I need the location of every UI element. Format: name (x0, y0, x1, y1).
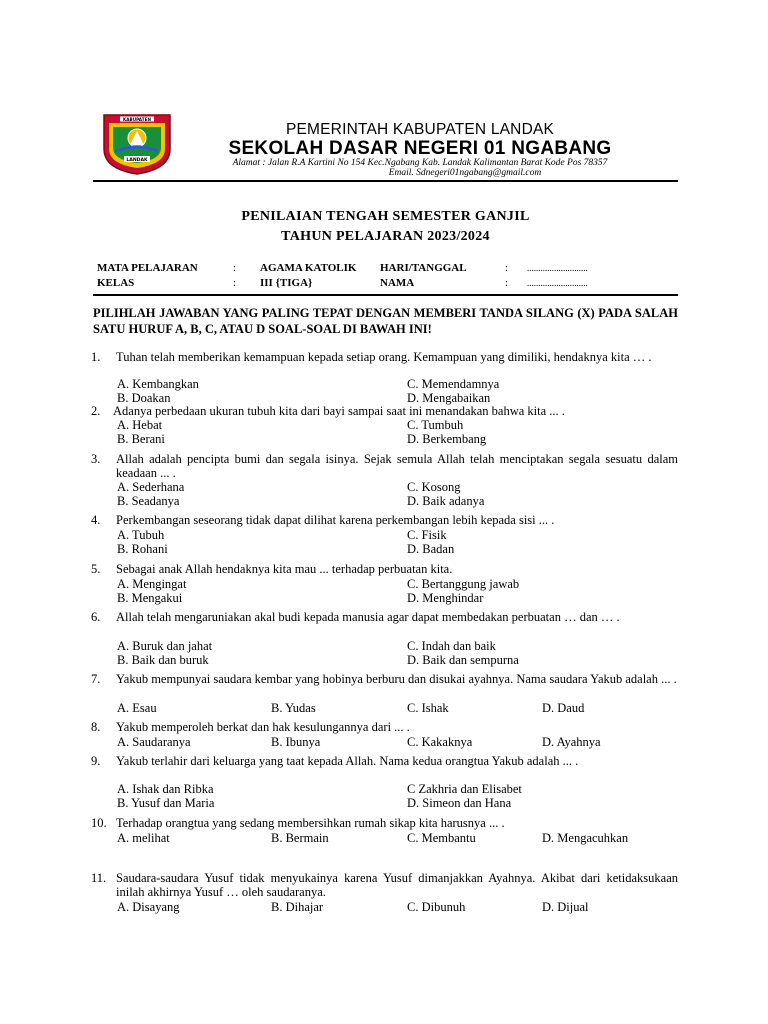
subject-colon: : (233, 262, 237, 274)
question-number: 4. (91, 513, 101, 527)
answer-option[interactable]: A. Disayang (117, 900, 180, 914)
day-value: ........................... (527, 263, 588, 273)
answer-option[interactable]: A. Esau (117, 701, 157, 715)
question-text: Sebagai anak Allah hendaknya kita mau ... terhadap perbuatan kita. (116, 562, 453, 576)
question-number: 6. (91, 610, 101, 624)
instructions: PILIHLAH JAWABAN YANG PALING TEPAT DENGAN MEMBERI TANDA SILANG (X) PADA SALAH SATU HURUF A, B, C, ATAU D SOAL-SOAL DI BAWAH INI! (93, 306, 678, 336)
identity-divider (93, 294, 678, 296)
answer-option[interactable]: B. Yusuf dan Maria (117, 796, 215, 810)
address-line: Alamat : Jalan R.A Kartini No 154 Kec.Ngabang Kab. Landak Kalimantan Barat Kode Pos 78357 (232, 158, 608, 168)
answer-option[interactable]: C. Memendamnya (407, 377, 500, 391)
question-text: Saudara-saudara Yusuf tidak menyukainya karena Yusuf dimanjakkan Ayahnya. Akibat dari ketidaksukaan inilah akhirnya Yusuf … oleh saudaranya. (116, 871, 678, 899)
question-9 (93, 755, 678, 769)
answer-option[interactable]: B. Bermain (271, 831, 329, 845)
question-number: 2. (91, 404, 101, 418)
answer-option[interactable]: D. Simeon dan Hana (407, 796, 512, 810)
question-text: Terhadap orangtua yang sedang membersihkan rumah sikap kita harusnya ... . (116, 816, 505, 830)
name-label: NAMA (380, 277, 415, 289)
emblem-top-text: KABUPATEN (123, 116, 151, 122)
question-8 (93, 721, 678, 735)
subject-value: AGAMA KATOLIK (260, 262, 357, 274)
question-number: 7. (91, 672, 101, 686)
answer-option[interactable]: D. Badan (407, 542, 455, 556)
emblem-bottom-text: LANDAK (126, 157, 148, 163)
answer-option[interactable]: A. Tubuh (117, 528, 165, 542)
answer-option[interactable]: C. Membantu (407, 831, 476, 845)
answer-option[interactable]: D. Ayahnya (542, 735, 601, 749)
question-number: 5. (91, 562, 101, 576)
question-7 (93, 673, 678, 687)
question-number: 9. (91, 754, 101, 768)
answer-option[interactable]: A. Kembangkan (117, 377, 199, 391)
answer-option[interactable]: D. Dijual (542, 900, 589, 914)
question-2 (93, 405, 678, 419)
question-text: Yakub mempunyai saudara kembar yang hobinya berburu dan disukai ayahnya. Nama saudara Yakub adalah ... . (116, 672, 677, 686)
answer-option[interactable]: B. Mengakui (117, 591, 183, 605)
answer-option[interactable]: A. melihat (117, 831, 170, 845)
question-text: Tuhan telah memberikan kemampuan kepada setiap orang. Kemampuan yang dimiliki, hendaknya kita … . (116, 350, 652, 364)
answer-option[interactable]: A. Sederhana (117, 480, 185, 494)
answer-option[interactable]: C. Kosong (407, 480, 461, 494)
answer-option[interactable]: C. Kakaknya (407, 735, 473, 749)
answer-option[interactable]: C. Fisik (407, 528, 447, 542)
email-line: Email. Sdnegeri01ngabang@gmail.com (388, 168, 542, 178)
answer-option[interactable]: B. Baik dan buruk (117, 653, 209, 667)
answer-option[interactable]: B. Rohani (117, 542, 168, 556)
subject-label: MATA PELAJARAN (97, 262, 198, 274)
question-4 (93, 514, 678, 528)
question-text: Perkembangan seseorang tidak dapat dilihat karena perkembangan lebih kepada sisi ... . (116, 513, 555, 527)
day-colon: : (505, 262, 509, 274)
question-number: 8. (91, 720, 101, 734)
answer-option[interactable]: D. Mengabaikan (407, 391, 491, 405)
question-10 (93, 817, 678, 831)
answer-option[interactable]: B. Berani (117, 432, 165, 446)
exam-title-line2: TAHUN PELAJARAN 2023/2024 (281, 229, 490, 244)
answer-option[interactable]: C. Ishak (407, 701, 449, 715)
question-text: Adanya perbedaan ukuran tubuh kita dari bayi sampai saat ini menandakan bahwa kita ... . (113, 404, 565, 418)
question-text: Allah telah mengaruniakan akal budi kepada manusia agar dapat membedakan perbuatan … dan … . (116, 610, 620, 624)
letterhead-divider (93, 180, 678, 182)
question-1 (93, 351, 678, 365)
class-label: KELAS (97, 277, 135, 289)
exam-title-line1: PENILAIAN TENGAH SEMESTER GANJIL (241, 209, 530, 224)
answer-option[interactable]: D. Menghindar (407, 591, 484, 605)
government-name: PEMERINTAH KABUPATEN LANDAK (285, 121, 555, 138)
question-text: Yakub terlahir dari keluarga yang taat kepada Allah. Nama kedua orangtua Yakub adalah ... . (116, 754, 579, 768)
name-colon: : (505, 277, 509, 289)
question-text: Allah adalah pencipta bumi dan segala isinya. Sejak semula Allah telah menciptakan segala sesuatu dalam keadaan ... . (116, 452, 678, 480)
school-name: SEKOLAH DASAR NEGERI 01 NGABANG (228, 138, 612, 159)
answer-option[interactable]: D. Daud (542, 701, 585, 715)
answer-option[interactable]: D. Berkembang (407, 432, 487, 446)
question-number: 11. (91, 871, 107, 885)
question-number: 3. (91, 452, 101, 466)
answer-option[interactable]: D. Baik adanya (407, 494, 485, 508)
answer-option[interactable]: A. Saudaranya (117, 735, 191, 749)
answer-option[interactable]: D. Mengacuhkan (542, 831, 629, 845)
question-5 (93, 563, 678, 577)
question-number: 10. (91, 816, 107, 830)
answer-option[interactable]: C. Indah dan baik (407, 639, 496, 653)
answer-option[interactable]: D. Baik dan sempurna (407, 653, 519, 667)
question-11 (93, 872, 678, 900)
answer-option[interactable]: A. Ishak dan Ribka (117, 782, 214, 796)
answer-option[interactable]: B. Doakan (117, 391, 171, 405)
question-3 (93, 453, 678, 481)
name-value: ........................... (527, 278, 588, 288)
answer-option[interactable]: C. Tumbuh (407, 418, 464, 432)
answer-option[interactable]: A. Mengingat (117, 577, 187, 591)
answer-option[interactable]: B. Seadanya (117, 494, 180, 508)
answer-option[interactable]: A. Buruk dan jahat (117, 639, 213, 653)
question-6 (93, 611, 678, 625)
question-number: 1. (91, 350, 101, 364)
answer-option[interactable]: B. Yudas (271, 701, 316, 715)
answer-option[interactable]: C. Dibunuh (407, 900, 466, 914)
answer-option[interactable]: B. Ibunya (271, 735, 321, 749)
class-value: III {TIGA} (260, 277, 313, 289)
answer-option[interactable]: A. Hebat (117, 418, 163, 432)
school-address (150, 158, 690, 178)
answer-option[interactable]: C Zakhria dan Elisabet (407, 782, 522, 796)
answer-option[interactable]: B. Dihajar (271, 900, 324, 914)
class-colon: : (233, 277, 237, 289)
day-label: HARI/TANGGAL (380, 262, 467, 274)
answer-option[interactable]: C. Bertanggung jawab (407, 577, 520, 591)
question-text: Yakub memperoleh berkat dan hak kesulungannya dari ... . (116, 720, 410, 734)
